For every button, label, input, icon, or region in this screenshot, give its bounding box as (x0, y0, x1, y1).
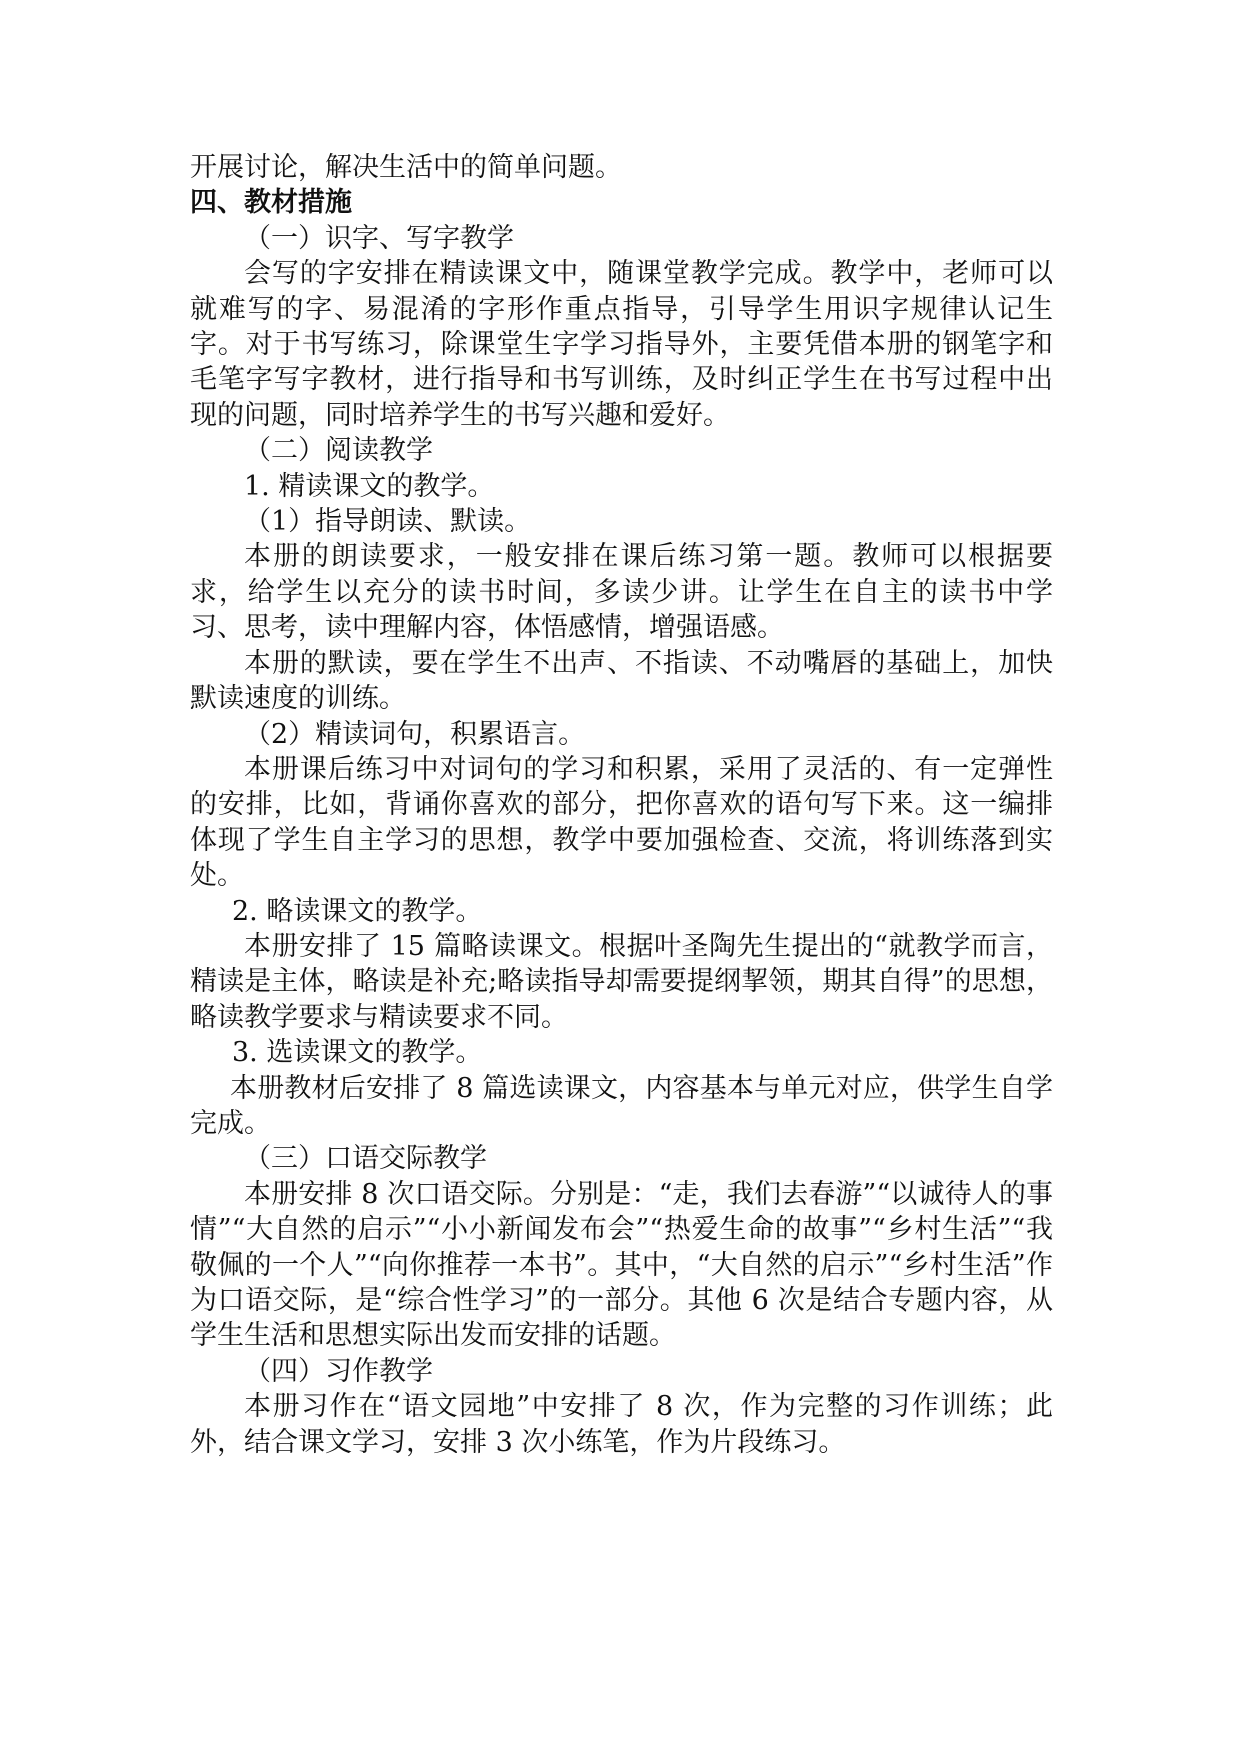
paragraph: 会写的字安排在精读课文中，随课堂教学完成。教学中，老师可以就难写的字、易混淆的字形作重点指导，引导学生用识字规律认记生字。对于书写练习，除课堂生字学习指导外，主要凭借本册的钢笔字和毛笔字写字教材，进行指导和书写训练，及时纠正学生在书写过程中出现的问题，同时培养学生的书写兴趣和爱好。 (190, 258, 1053, 431)
section-heading: 四、教材措施 (190, 187, 352, 219)
subsection-heading: （四）习作教学 (244, 1355, 433, 1387)
document-body (190, 150, 1053, 1460)
list-heading: 1. 精读课文的教学。 (244, 470, 495, 502)
subsection-heading: （三）口语交际教学 (244, 1143, 487, 1175)
paragraph: 本册课后练习中对词句的学习和积累，采用了灵活的、有一定弹性的安排，比如，背诵你喜欢的部分，把你喜欢的语句写下来。这一编排体现了学生自主学习的思想，教学中要加强检查、交流，将训练落到实处。 (190, 753, 1053, 892)
list-heading: 2. 略读课文的教学。 (232, 895, 483, 927)
paragraph: 本册习作在“语文园地”中安排了 8 次，作为完整的习作训练；此外，结合课文学习，安排 3 次小练笔，作为片段练习。 (190, 1391, 1053, 1458)
paragraph: 本册教材后安排了 8 篇选读课文，内容基本与单元对应，供学生自学完成。 (190, 1072, 1053, 1139)
paragraph: 本册的朗读要求，一般安排在课后练习第一题。教师可以根据要求，给学生以充分的读书时间，多读少讲。让学生在自主的读书中学习、思考，读中理解内容，体悟感情，增强语感。 (190, 541, 1053, 644)
subsection-heading: （一）识字、写字教学 (244, 222, 514, 254)
subsection-heading: （二）阅读教学 (244, 435, 433, 467)
list-heading: （2）精读词句，积累语言。 (244, 718, 586, 750)
paragraph: 本册安排了 15 篇略读课文。根据叶圣陶先生提出的“就教学而言，精读是主体，略读是补充;略读指导却需要提纲挈领，期其自得”的思想，略读教学要求与精读要求不同。 (190, 930, 1053, 1033)
list-heading: 3. 选读课文的教学。 (232, 1037, 483, 1069)
paragraph: 本册安排 8 次口语交际。分别是：“走，我们去春游”“以诚待人的事情”“大自然的启示”“小小新闻发布会”“热爱生命的故事”“乡村生活”“我敬佩的一个人”“向你推荐一本书”。其中，“大自然的启示”“乡村生活”作为口语交际，是“综合性学习”的一部分。其他 6 次是结合专题内容，从学生生活和思想实际出发而安排的话题。 (190, 1178, 1053, 1352)
paragraph: 开展讨论，解决生活中的简单问题。 (190, 152, 622, 183)
paragraph: 本册的默读，要在学生不出声、不指读、不动嘴唇的基础上，加快默读速度的训练。 (190, 647, 1053, 715)
list-heading: （1）指导朗读、默读。 (244, 506, 532, 538)
